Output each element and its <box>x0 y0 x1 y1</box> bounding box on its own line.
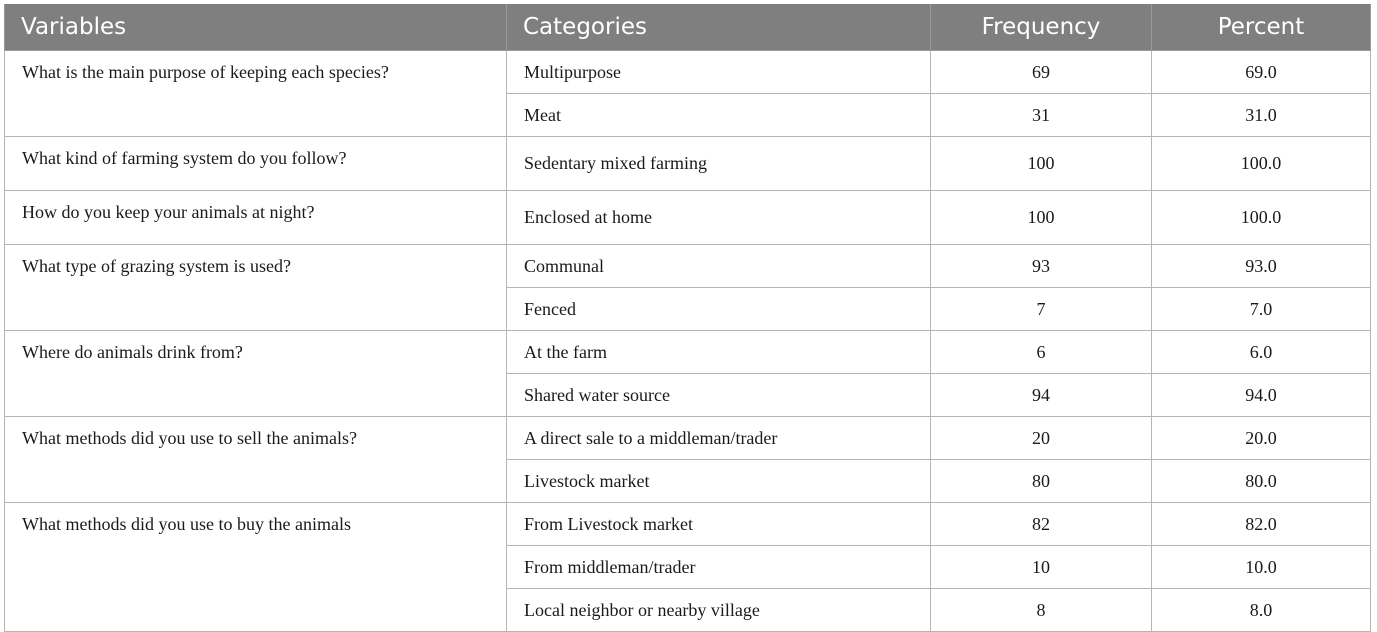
table-row <box>5 191 1371 245</box>
variable-cell: What is the main purpose of keeping each species? <box>5 51 507 137</box>
survey-table <box>4 4 1371 632</box>
table-row <box>5 503 1371 546</box>
table-row <box>5 51 1371 94</box>
frequency-cell: 7 <box>931 288 1152 331</box>
frequency-cell: 20 <box>931 417 1152 460</box>
percent-cell: 10.0 <box>1152 546 1371 589</box>
variable-cell: What type of grazing system is used? <box>5 245 507 331</box>
header-percent: Percent <box>1152 4 1371 51</box>
table-row <box>5 245 1371 288</box>
frequency-cell: 31 <box>931 94 1152 137</box>
percent-cell: 94.0 <box>1152 374 1371 417</box>
percent-cell: 8.0 <box>1152 589 1371 632</box>
frequency-cell: 94 <box>931 374 1152 417</box>
category-cell: A direct sale to a middleman/trader <box>507 417 931 460</box>
category-cell: Multipurpose <box>507 51 931 94</box>
table-row <box>5 331 1371 374</box>
percent-cell: 7.0 <box>1152 288 1371 331</box>
category-cell: Livestock market <box>507 460 931 503</box>
percent-cell: 93.0 <box>1152 245 1371 288</box>
category-cell: Fenced <box>507 288 931 331</box>
variable-cell: What methods did you use to buy the animals <box>5 503 507 632</box>
table-row <box>5 417 1371 460</box>
header-categories: Categories <box>507 4 931 51</box>
frequency-cell: 80 <box>931 460 1152 503</box>
category-cell: At the farm <box>507 331 931 374</box>
category-cell: Meat <box>507 94 931 137</box>
category-cell: From middleman/trader <box>507 546 931 589</box>
variable-cell: What kind of farming system do you follow? <box>5 137 507 191</box>
category-cell: Shared water source <box>507 374 931 417</box>
frequency-cell: 100 <box>931 191 1152 245</box>
variable-cell: How do you keep your animals at night? <box>5 191 507 245</box>
category-cell: Communal <box>507 245 931 288</box>
category-cell: Local neighbor or nearby village <box>507 589 931 632</box>
percent-cell: 31.0 <box>1152 94 1371 137</box>
percent-cell: 80.0 <box>1152 460 1371 503</box>
frequency-cell: 69 <box>931 51 1152 94</box>
frequency-cell: 8 <box>931 589 1152 632</box>
header-frequency: Frequency <box>931 4 1152 51</box>
category-cell: From Livestock market <box>507 503 931 546</box>
frequency-cell: 6 <box>931 331 1152 374</box>
percent-cell: 100.0 <box>1152 191 1371 245</box>
table-body <box>5 51 1371 632</box>
variable-cell: What methods did you use to sell the animals? <box>5 417 507 503</box>
table-header <box>5 4 1371 51</box>
category-cell: Sedentary mixed farming <box>507 137 931 191</box>
percent-cell: 69.0 <box>1152 51 1371 94</box>
variable-cell: Where do animals drink from? <box>5 331 507 417</box>
frequency-cell: 93 <box>931 245 1152 288</box>
percent-cell: 100.0 <box>1152 137 1371 191</box>
frequency-cell: 10 <box>931 546 1152 589</box>
percent-cell: 20.0 <box>1152 417 1371 460</box>
table-row <box>5 137 1371 191</box>
header-row <box>5 4 1371 51</box>
header-variables: Variables <box>5 4 507 51</box>
frequency-cell: 82 <box>931 503 1152 546</box>
percent-cell: 6.0 <box>1152 331 1371 374</box>
category-cell: Enclosed at home <box>507 191 931 245</box>
frequency-cell: 100 <box>931 137 1152 191</box>
percent-cell: 82.0 <box>1152 503 1371 546</box>
